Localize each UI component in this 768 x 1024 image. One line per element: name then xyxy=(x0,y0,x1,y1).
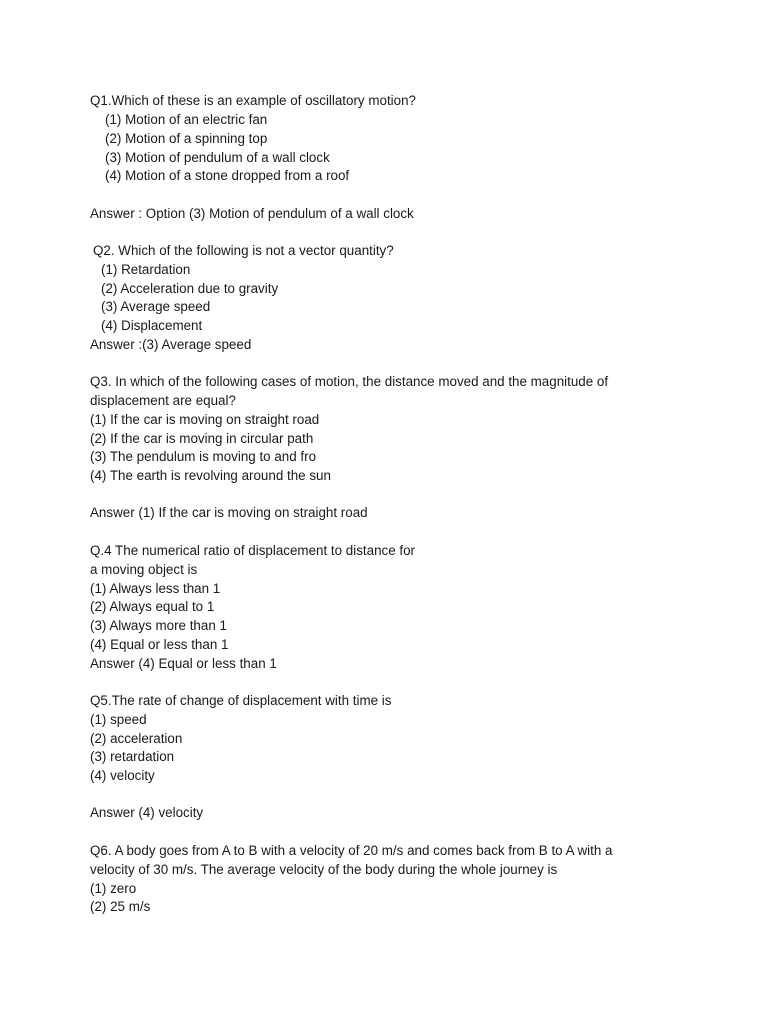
question-4-text-line-2: a moving object is xyxy=(90,562,198,577)
question-4-option-2: (2) Always equal to 1 xyxy=(90,599,215,614)
question-4-option-4: (4) Equal or less than 1 xyxy=(90,637,229,652)
question-5-answer: Answer (4) velocity xyxy=(90,805,204,820)
question-3-option-3: (3) The pendulum is moving to and fro xyxy=(90,449,317,464)
question-5-option-4: (4) velocity xyxy=(90,768,155,783)
question-3-option-1: (1) If the car is moving on straight road xyxy=(90,412,320,427)
question-5-text: Q5.The rate of change of displacement with time is xyxy=(90,693,392,708)
question-1-text: Q1.Which of these is an example of oscillatory motion? xyxy=(90,93,416,108)
question-2-answer: Answer :(3) Average speed xyxy=(90,337,252,352)
question-4-option-1: (1) Always less than 1 xyxy=(90,581,221,596)
question-1-option-1: (1) Motion of an electric fan xyxy=(105,112,268,127)
question-5-option-3: (3) retardation xyxy=(90,749,175,764)
question-6-text-line-2: velocity of 30 m/s. The average velocity of the body during the whole journey is xyxy=(90,862,558,877)
question-6-option-1: (1) zero xyxy=(90,881,137,896)
question-1-option-4: (4) Motion of a stone dropped from a roof xyxy=(105,168,350,183)
question-6-text-line-1: Q6. A body goes from A to B with a velocity of 20 m/s and comes back from B to A with a xyxy=(90,843,613,858)
question-6-option-2: (2) 25 m/s xyxy=(90,899,151,914)
question-1-option-3: (3) Motion of pendulum of a wall clock xyxy=(105,150,330,165)
question-4-answer: Answer (4) Equal or less than 1 xyxy=(90,656,277,671)
question-3-text-line-2: displacement are equal? xyxy=(90,393,236,408)
question-2-option-4: (4) Displacement xyxy=(101,318,203,333)
question-1-option-2: (2) Motion of a spinning top xyxy=(105,131,268,146)
question-4-text-line-1: Q.4 The numerical ratio of displacement to distance for xyxy=(90,543,416,558)
question-3-option-4: (4) The earth is revolving around the sun xyxy=(90,468,331,483)
question-2-option-2: (2) Acceleration due to gravity xyxy=(101,281,279,296)
question-4-option-3: (3) Always more than 1 xyxy=(90,618,227,633)
question-5-option-1: (1) speed xyxy=(90,712,147,727)
question-2-text: Q2. Which of the following is not a vector quantity? xyxy=(93,243,394,258)
question-3-answer: Answer (1) If the car is moving on straight road xyxy=(90,505,368,520)
question-2-option-1: (1) Retardation xyxy=(101,262,191,277)
question-2-option-3: (3) Average speed xyxy=(101,299,211,314)
question-3-text-line-1: Q3. In which of the following cases of motion, the distance moved and the magnitude of xyxy=(90,374,609,389)
question-1-answer: Answer : Option (3) Motion of pendulum of a wall clock xyxy=(90,206,414,221)
question-5-option-2: (2) acceleration xyxy=(90,731,183,746)
question-3-option-2: (2) If the car is moving in circular path xyxy=(90,431,314,446)
